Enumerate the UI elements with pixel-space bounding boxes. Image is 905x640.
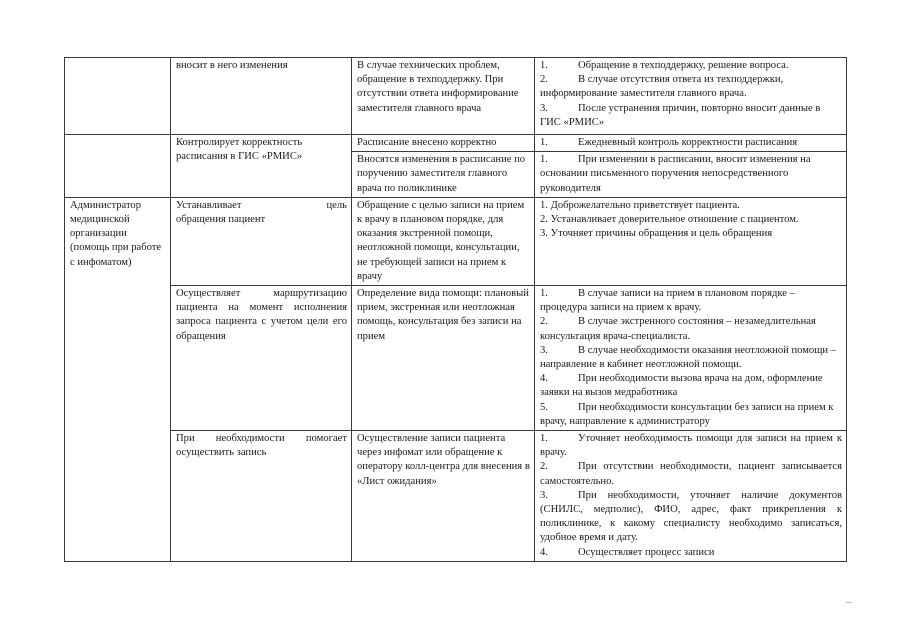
action-cell: Контролирует корректность расписания в ГИС «РМИС» — [171, 135, 352, 198]
table-row — [65, 286, 847, 431]
situation-cell: В случае технических проблем, обращение в техподдержку. При отсутствии ответа информирование заместителя главного врача — [352, 58, 535, 135]
role-cell — [65, 58, 171, 135]
steps-cell — [535, 197, 847, 285]
situation-cell: Определение вида помощи: плановый прием, экстренная или неотложная помощь, консультация без записи на прием — [352, 286, 535, 431]
list-item: 3. В случае необходимости оказания неотложной помощи – направление в кабинет неотложной помощи. — [540, 344, 836, 371]
list-item: 5. При необходимости консультации без записи на прием к врачу, направление к администратору — [540, 401, 834, 427]
steps-cell — [535, 152, 847, 198]
action-cell: вносит в него изменения — [171, 58, 352, 135]
list-item: 3. При необходимости, уточняет наличие документов (СНИЛС, медполис), ФИО, адрес, факт прикрепления к поликлинике, к какому специалисту необходимо записаться, удобное время и дату. — [540, 489, 842, 544]
role-cell: Администратор медицинской организации (помощь при работе с инфоматом) — [65, 197, 171, 561]
role-cell — [65, 135, 171, 198]
list-item: 2. В случае отсутствия ответа из техподдержки, информирование заместителя главного врача. — [540, 74, 784, 100]
list-item: 4. Осуществляет процесс записи — [540, 546, 715, 558]
list-item: 3. Уточняет причины обращения и цель обращения — [540, 228, 773, 240]
list-item: 1. Ежедневный контроль корректности расписания — [540, 137, 798, 148]
steps-cell — [535, 58, 847, 135]
situation-cell: Расписание внесено корректно — [352, 135, 535, 152]
steps-cell — [535, 286, 847, 431]
action-cell: При необходимости помогает осуществить запись — [171, 431, 352, 562]
action-cell: Осуществляет маршрутизацию пациента на момент исполнения запроса пациента с учетом цели его обращения — [171, 286, 352, 431]
procedure-table — [64, 57, 847, 562]
situation-cell: Обращение с целью записи на прием к врачу в плановом порядке, для оказания экстренной помощи, неотложной помощи, консультации, не требующей записи на прием к врачу — [352, 197, 535, 285]
steps-cell — [535, 431, 847, 562]
scan-mark — [846, 602, 852, 603]
list-item: 2. В случае экстренного состояния – незамедлительная консультация врача-специалиста. — [540, 316, 816, 342]
list-item: 2. При отсутствии необходимости, пациент записывается самостоятельно. — [540, 461, 842, 487]
list-item: 4. При необходимости вызова врача на дом, оформление заявки на вызов медработника — [540, 373, 823, 399]
list-item: 1. При изменении в расписании, вносит изменения на основании письменного поручения непосредственного руководителя — [540, 154, 811, 194]
list-item: 1. Обращение в техподдержку, решение вопроса. — [540, 60, 789, 71]
situation-cell: Осуществление записи пациента через инфомат или обращение к оператору колл-центра для внесения в «Лист ожидания» — [352, 431, 535, 562]
situation-cell: Вносятся изменения в расписание по поручению заместителя главного врача по поликлинике — [352, 152, 535, 198]
list-item: 1. Уточняет необходимость помощи для записи на прием к врачу. — [540, 433, 842, 459]
table-row — [65, 58, 847, 135]
list-item: 3. После устранения причин, повторно вносит данные в ГИС «РМИС» — [540, 102, 821, 128]
list-item: 2. Устанавливает доверительное отношение с пациентом. — [540, 214, 799, 226]
table-row — [65, 431, 847, 562]
table-row — [65, 135, 847, 152]
list-item: 1. В случае записи на прием в плановом порядке – процедура записи на прием к врачу. — [540, 288, 795, 314]
steps-list — [540, 59, 842, 130]
table-row — [65, 197, 847, 285]
action-cell: Устанавливает цель обращения пациент — [171, 197, 352, 285]
steps-cell — [535, 135, 847, 152]
list-item: 1. Доброжелательно приветствует пациента. — [540, 199, 740, 211]
